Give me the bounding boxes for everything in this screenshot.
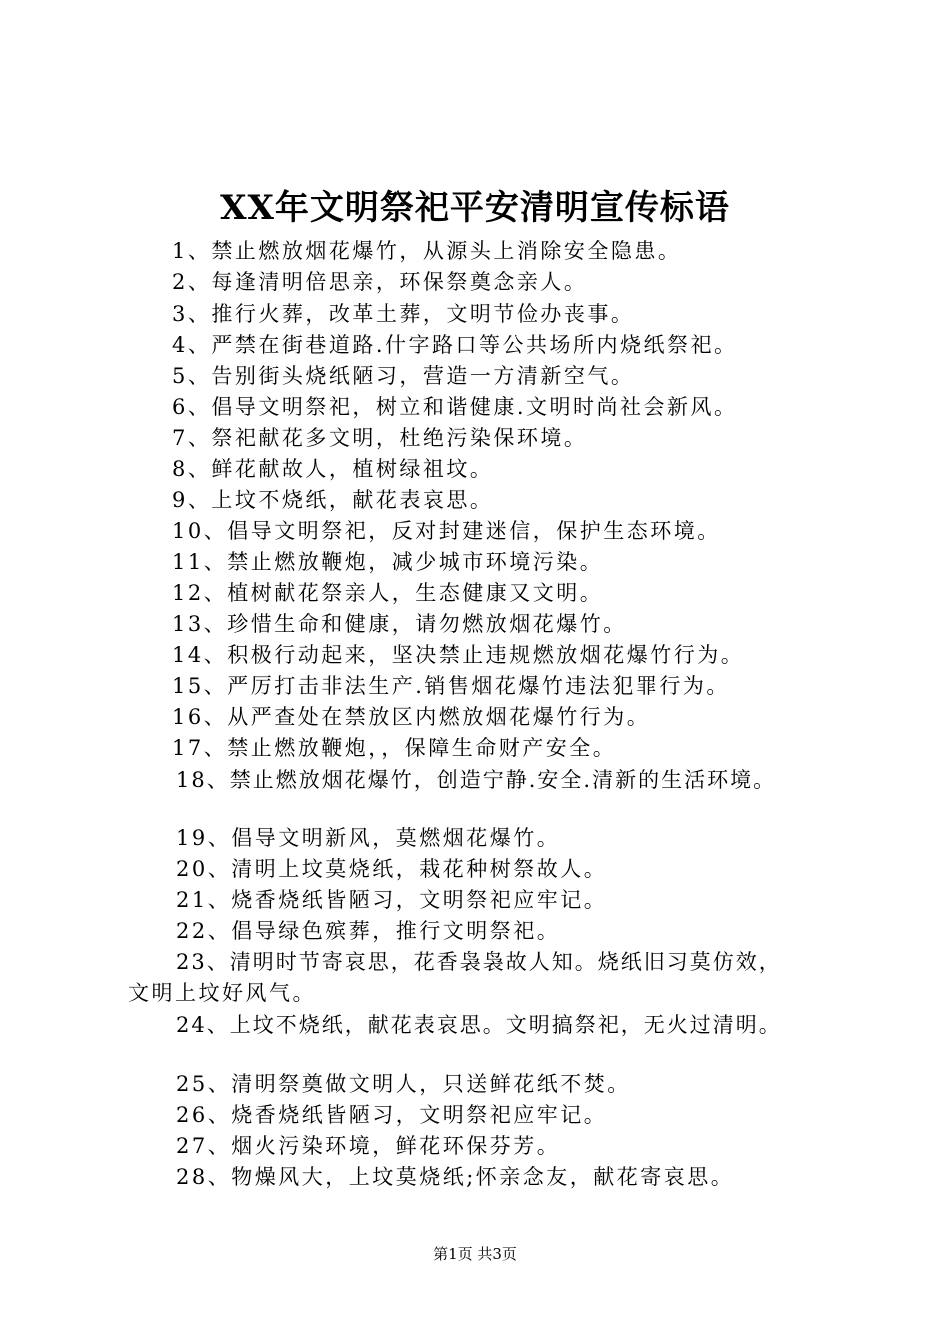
slogan-line: 10、倡导文明祭祀，反对封建迷信，保护生态环境。 (172, 519, 721, 543)
slogan-line: 2、每逢清明倍思亲，环保祭奠念亲人。 (172, 270, 588, 294)
slogan-line: 9、上坟不烧纸，献花表哀思。 (172, 488, 494, 512)
slogan-line: 15、严厉打击非法生产.销售烟花爆竹违法犯罪行为。 (172, 674, 730, 698)
slogan-line: 25、清明祭奠做文明人，只送鲜花纸不焚。 (176, 1072, 631, 1096)
slogan-line: 12、植树献花祭亲人，生态健康又文明。 (172, 581, 604, 605)
slogan-line: 1、禁止燃放烟花爆竹，从源头上消除安全隐患。 (172, 239, 682, 263)
slogan-line: 18、禁止燃放烟花爆竹，创造宁静.安全.清新的生活环境。 (176, 768, 777, 792)
slogan-line: 7、祭祀献花多文明，杜绝污染保环境。 (172, 426, 588, 450)
slogan-line: 8、鲜花献故人，植树绿祖坟。 (172, 457, 494, 481)
slogan-line: 13、珍惜生命和健康，请勿燃放烟花爆竹。 (172, 612, 627, 636)
slogan-line: 28、物燥风大，上坟莫烧纸;怀亲念友，献花寄哀思。 (176, 1165, 735, 1189)
slogan-line: 17、禁止燃放鞭炮，，保障生命财产安全。 (172, 736, 617, 760)
slogan-line: 19、倡导文明新风，莫燃烟花爆竹。 (176, 826, 561, 850)
slogan-line-continuation: 文明上坟好风气。 (128, 981, 316, 1005)
slogan-line: 22、倡导绿色殡葬，推行文明祭祀。 (176, 919, 561, 943)
slogan-line: 21、烧香烧纸皆陋习，文明祭祀应牢记。 (176, 888, 608, 912)
slogan-line: 27、烟火污染环境，鲜花环保芬芳。 (176, 1134, 561, 1158)
slogan-line: 3、推行火葬，改革土葬，文明节俭办丧事。 (172, 302, 635, 326)
slogan-line: 5、告别街头烧纸陋习，营造一方清新空气。 (172, 364, 635, 388)
slogan-line: 16、从严查处在禁放区内燃放烟花爆竹行为。 (172, 705, 651, 729)
slogan-line: 6、倡导文明祭祀，树立和谐健康.文明时尚社会新风。 (172, 395, 738, 419)
slogan-line: 26、烧香烧纸皆陋习，文明祭祀应牢记。 (176, 1103, 608, 1127)
slogan-line: 23、清明时节寄哀思，花香袅袅故人知。烧纸旧习莫仿效， (176, 950, 782, 974)
slogan-line: 24、上坟不烧纸，献花表哀思。文明搞祭祀，无火过清明。 (176, 1013, 782, 1037)
page-footer: 第1页 共3页 (433, 1245, 517, 1263)
slogan-line: 4、严禁在街巷道路.什字路口等公共场所内烧纸祭祀。 (172, 333, 738, 357)
slogan-line: 20、清明上坟莫烧纸，栽花种树祭故人。 (176, 857, 608, 881)
slogan-line: 14、积极行动起来，坚决禁止违规燃放烟花爆竹行为。 (172, 643, 745, 667)
document-title: XX年文明祭祀平安清明宣传标语 (220, 188, 730, 228)
slogan-line: 11、禁止燃放鞭炮，减少城市环境污染。 (172, 550, 604, 574)
